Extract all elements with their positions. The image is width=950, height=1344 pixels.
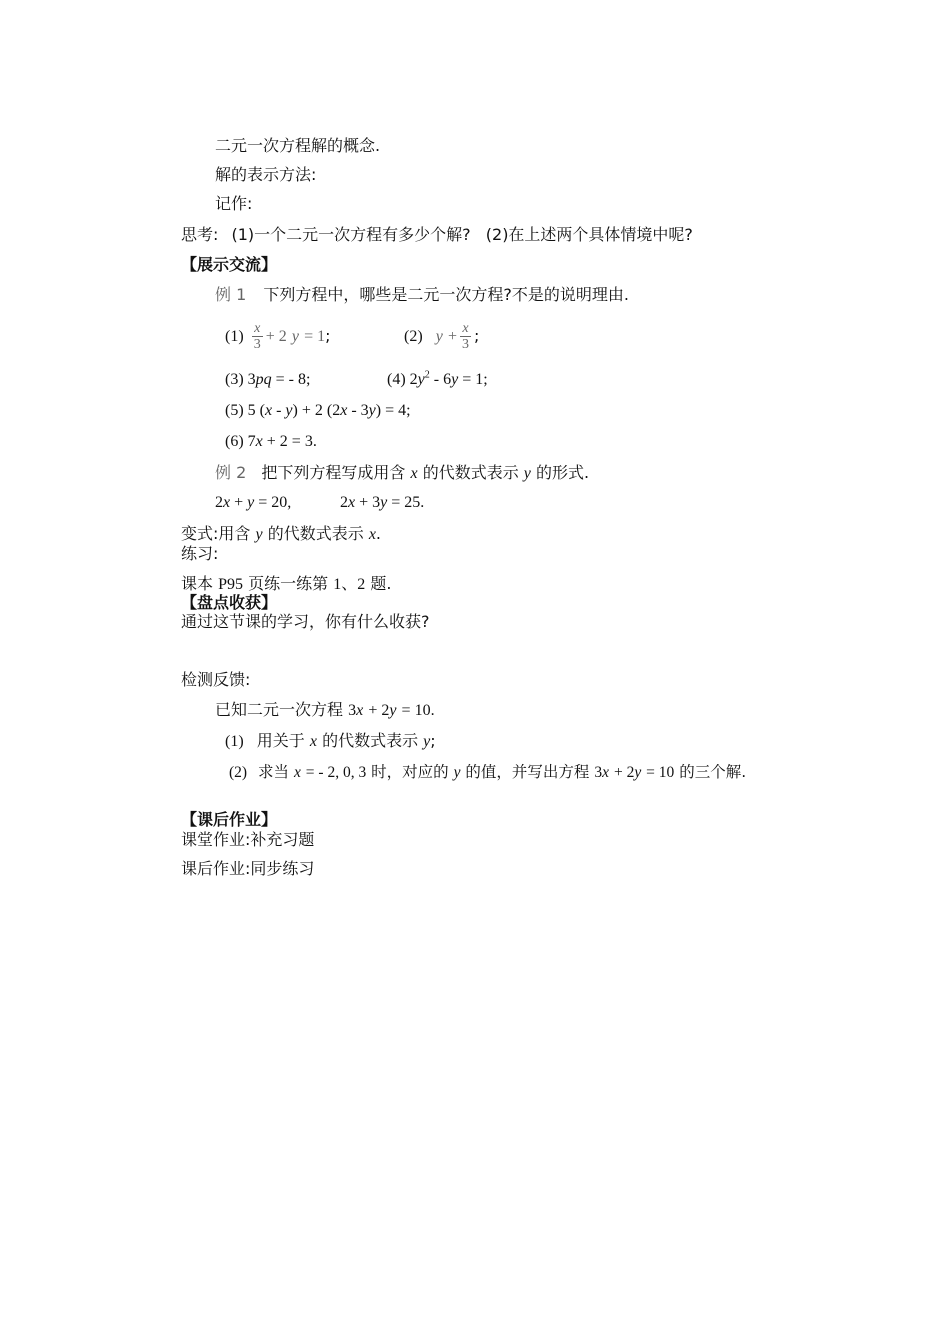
think-question-1: (1)一个二元一次方程有多少个解? (231, 225, 471, 244)
equation-item-1: (1) $\frac{x}{3}$ + 2 y = 1; (225, 321, 331, 352)
class-work-line: 课堂作业:补充习题 (181, 830, 315, 849)
concept-line: 二元一次方程解的概念. (215, 136, 381, 155)
item-number: (3) (225, 371, 244, 388)
think-question-2: (2)在上述两个具体情境中呢? (485, 225, 693, 244)
equation-item-2: (2) y + $\frac{x}{3}$ ; (404, 321, 480, 352)
item-number: (6) (225, 433, 244, 450)
practice-line: 课本 P95 页练一练第 1、2 题. (181, 574, 392, 593)
section-heading-show: 【展示交流】 (181, 255, 278, 274)
equation-item-6: (6) 7x + 2 = 3. (225, 433, 317, 450)
feedback-given: 已知二元一次方程 3x + 2y = 10. (215, 700, 435, 719)
variant-line: 变式:用含 y 的代数式表示 x. (181, 524, 382, 543)
fraction: $\frac{x}{3}$ (253, 321, 261, 352)
equation-item-4: (4) $2y^2 - 6y = 1$; (387, 369, 488, 388)
example-1-line (215, 285, 629, 305)
equation-item-5: (5) 5 (x - y) + 2 (2x - 3y) = 4; (225, 402, 411, 419)
example-2-label: 例 2 (215, 463, 247, 482)
feedback-question-1: (1) 用关于 x 的代数式表示 y; (225, 731, 436, 750)
harvest-question: 通过这节课的学习，你有什么收获? (181, 612, 430, 631)
section-heading-homework: 【课后作业】 (181, 810, 278, 829)
think-label: 思考: (181, 225, 219, 244)
example-2-line: 例 2 把下列方程写成用含 x 的代数式表示 y 的形式. (215, 463, 590, 482)
item-number: (4) (387, 371, 406, 388)
feedback-label: 检测反馈: (181, 670, 251, 689)
equation-item-3: (3) 3pq = - 8; (225, 371, 311, 388)
item-number: (5) (225, 402, 244, 419)
example-2-equation-1: 2x + y = 20, (215, 494, 292, 511)
item-number: (2) (404, 328, 423, 345)
section-heading-harvest: 【盘点收获】 (181, 593, 278, 612)
example-2-equation-2: 2x + 3y = 25. (340, 494, 425, 511)
practice-label: 练习: (181, 544, 219, 563)
example-1-label: 例 1 (215, 285, 247, 304)
feedback-question-2: (2) 求当 x = - 2, 0, 3 时，对应的 y 的值，并写出方程 3x + 2y = 10 的三个解. (229, 763, 747, 781)
item-number: (1) (225, 328, 244, 345)
after-work-line: 课后作业:同步练习 (181, 859, 315, 878)
think-line (181, 225, 693, 245)
notation-line: 解的表示方法: (215, 165, 317, 184)
example-1-prompt: 下列方程中，哪些是二元一次方程?不是的说明理由. (263, 285, 629, 304)
fraction: $\frac{x}{3}$ (461, 321, 469, 352)
record-line: 记作: (215, 194, 253, 213)
